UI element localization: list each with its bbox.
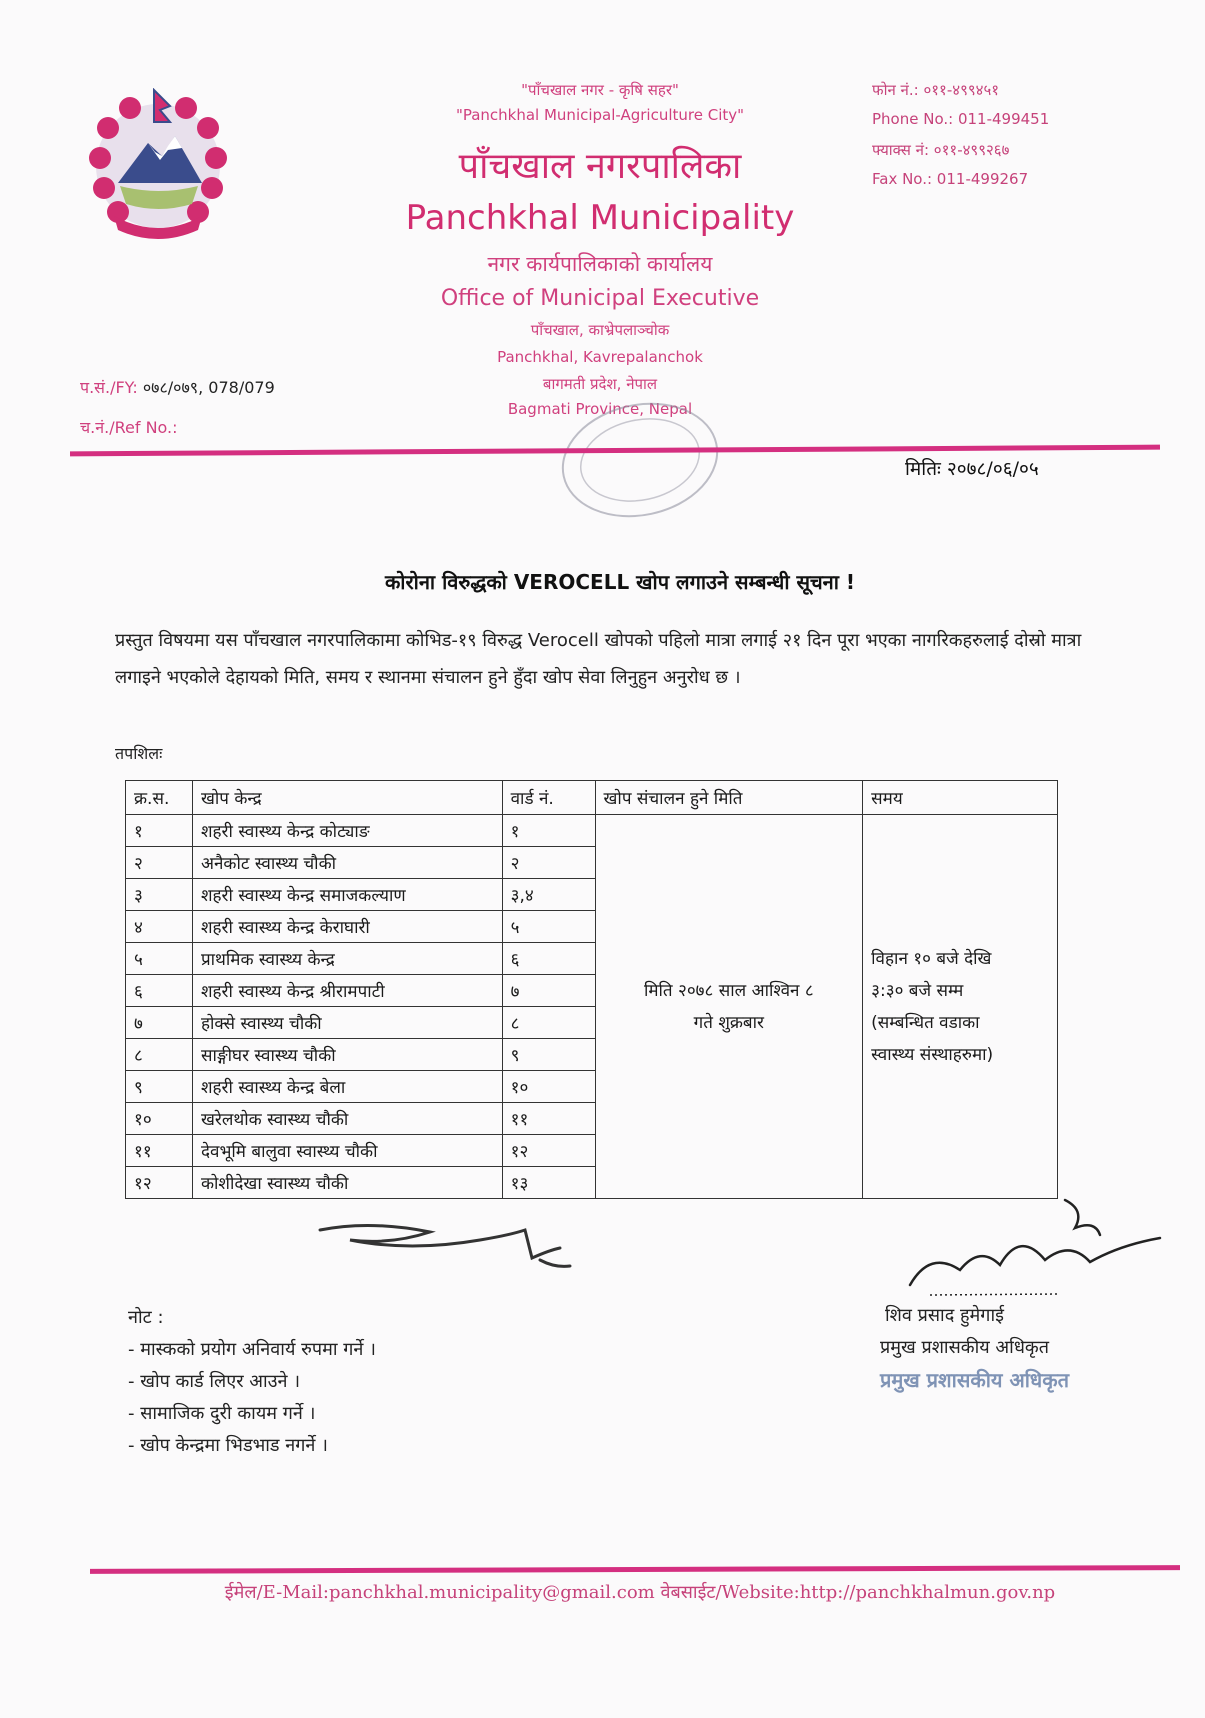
row-ward: १ [502,815,595,847]
notes-label: नोट : [128,1307,164,1328]
row-center: शहरी स्वास्थ्य केन्द्र समाजकल्याण [192,879,502,911]
row-sn: २ [126,847,193,879]
nepal-emblem-logo [70,88,250,248]
letter-date: मितिः २०७८/०६/०५ [905,458,1039,480]
footer-divider [90,1565,1180,1574]
ref-no-label: च.नं./Ref No.: [80,418,178,437]
municipality-name-english: Panchkhal Municipality [405,198,795,238]
row-sn: ५ [126,943,193,975]
row-sn: ३ [126,879,193,911]
signatory-block [880,1300,1140,1396]
signatory-title: प्रमुख प्रशासकीय अधिकृत [880,1337,1049,1358]
table-header-row [126,781,1058,815]
signature [870,1190,1170,1310]
vaccination-time-cell [863,815,1058,1199]
signatory-name: शिव प्रसाद हुमेगाई [885,1305,1004,1326]
row-center: अनैकोट स्वास्थ्य चौकी [192,847,502,879]
header-time: समय [863,781,1058,815]
row-ward: ६ [502,943,595,975]
time-line4: स्वास्थ्य संस्थाहरुमा) [871,1044,994,1065]
row-center: प्राथमिक स्वास्थ्य केन्द्र [192,943,502,975]
header-ward: वार्ड नं. [502,781,595,815]
time-line3: (सम्बन्धित वडाका [871,1012,980,1033]
signatory-stamp-title: प्रमुख प्रशासकीय अधिकृत [880,1368,1069,1392]
vaccination-schedule-table [125,780,1058,1199]
row-center: शहरी स्वास्थ्य केन्द्र केराघारी [192,911,502,943]
row-center: कोशीदेखा स्वास्थ्य चौकी [192,1167,502,1199]
row-center: साङ्गीघर स्वास्थ्य चौकी [192,1039,502,1071]
fiscal-year-label: प.सं./FY: [80,378,138,397]
address-line2-nepali: बागमती प्रदेश, नेपाल [542,375,658,393]
row-center: खरेलथोक स्वास्थ्य चौकी [192,1103,502,1135]
row-ward: ११ [502,1103,595,1135]
time-line2: ३:३० बजे सम्म [871,980,964,1001]
header-sn: क्र.स. [126,781,193,815]
time-line1: विहान १० बजे देखि [871,948,992,969]
fiscal-year-value: ०७८/०७९, 078/079 [142,378,275,397]
notice-title: कोरोना विरुद्धको VEROCELL खोप लगाउने सम्बन्धी सूचना ! [384,570,856,594]
row-sn: ८ [126,1039,193,1071]
row-center: शहरी स्वास्थ्य केन्द्र कोट्याङ [192,815,502,847]
address-line2-english: Bagmati Province, Nepal [507,400,693,418]
vaccination-date-cell [595,815,863,1199]
notice-body: प्रस्तुत विषयमा यस पाँचखाल नगरपालिकामा कोभिड-१९ विरुद्ध Verocell खोपको पहिलो मात्रा लगाई २१ दिन पूरा भएका नागरिकहरुलाई दोस्रो मात्रा लगाइने भएकोले देहायको मिति, समय र स्थानमा संचालन हुने हुँदा खोप सेवा लिनुहुन अनुरोध छ । [115,630,1082,688]
address-line1-nepali: पाँचखाल, काभ्रेपलाञ्चोक [530,321,670,339]
note-item: - सामाजिक दुरी कायम गर्ने । [128,1403,316,1424]
row-sn: १ [126,815,193,847]
fax-english: Fax No.: 011-499267 [872,170,1029,188]
row-sn: ७ [126,1007,193,1039]
date-line1: मिति २०७८ साल आश्विन ८ [643,980,814,1001]
row-ward: ७ [502,975,595,1007]
row-sn: ९ [126,1071,193,1103]
header-date: खोप संचालन हुने मिति [595,781,863,815]
row-center: देवभूमि बालुवा स्वास्थ्य चौकी [192,1135,502,1167]
note-item: - खोप कार्ड लिएर आउने । [128,1371,301,1392]
row-sn: ६ [126,975,193,1007]
details-label: तपशिलः [115,744,163,763]
tagline-nepali: "पाँचखाल नगर - कृषि सहर" [521,81,679,99]
handwritten-mark [310,1210,590,1280]
row-center: शहरी स्वास्थ्य केन्द्र बेला [192,1071,502,1103]
notes-section [128,1302,376,1462]
row-ward: १० [502,1071,595,1103]
row-center: शहरी स्वास्थ्य केन्द्र श्रीरामपाटी [192,975,502,1007]
note-item: - मास्कको प्रयोग अनिवार्य रुपमा गर्ने । [128,1339,376,1360]
row-ward: ९ [502,1039,595,1071]
row-ward: २ [502,847,595,879]
row-sn: १२ [126,1167,193,1199]
office-name-english: Office of Municipal Executive [440,286,760,311]
table-row [126,815,1058,847]
row-sn: १० [126,1103,193,1135]
header-center: खोप केन्द्र [192,781,502,815]
row-ward: १३ [502,1167,595,1199]
municipality-name-nepali: पाँचखाल नगरपालिका [458,146,742,187]
office-stamp [550,395,730,525]
row-ward: ८ [502,1007,595,1039]
tagline-english: "Panchkhal Municipal-Agriculture City" [455,106,745,124]
row-sn: ११ [126,1135,193,1167]
row-ward: १२ [502,1135,595,1167]
row-center: होक्से स्वास्थ्य चौकी [192,1007,502,1039]
office-name-nepali: नगर कार्यपालिकाको कार्यालय [487,252,713,276]
address-line1-english: Panchkhal, Kavrepalanchok [497,348,703,366]
phone-english: Phone No.: 011-499451 [872,110,1050,128]
fiscal-year [80,376,275,398]
row-ward: ३,४ [502,879,595,911]
row-sn: ४ [126,911,193,943]
phone-nepali: फोन नं.: ०११-४९९४५१ [872,81,1000,99]
row-ward: ५ [502,911,595,943]
fax-nepali: फ्याक्स नं: ०११-४९९२६७ [872,141,1010,159]
footer-contact: ईमेल/E-Mail:panchkhal.municipality@gmail.com वेबसाईट/Website:http://panchkhalmun.gov.np [224,1582,1056,1603]
note-item: - खोप केन्द्रमा भिडभाड नगर्ने । [128,1435,328,1456]
date-line2: गते शुक्रबार [693,1012,764,1033]
